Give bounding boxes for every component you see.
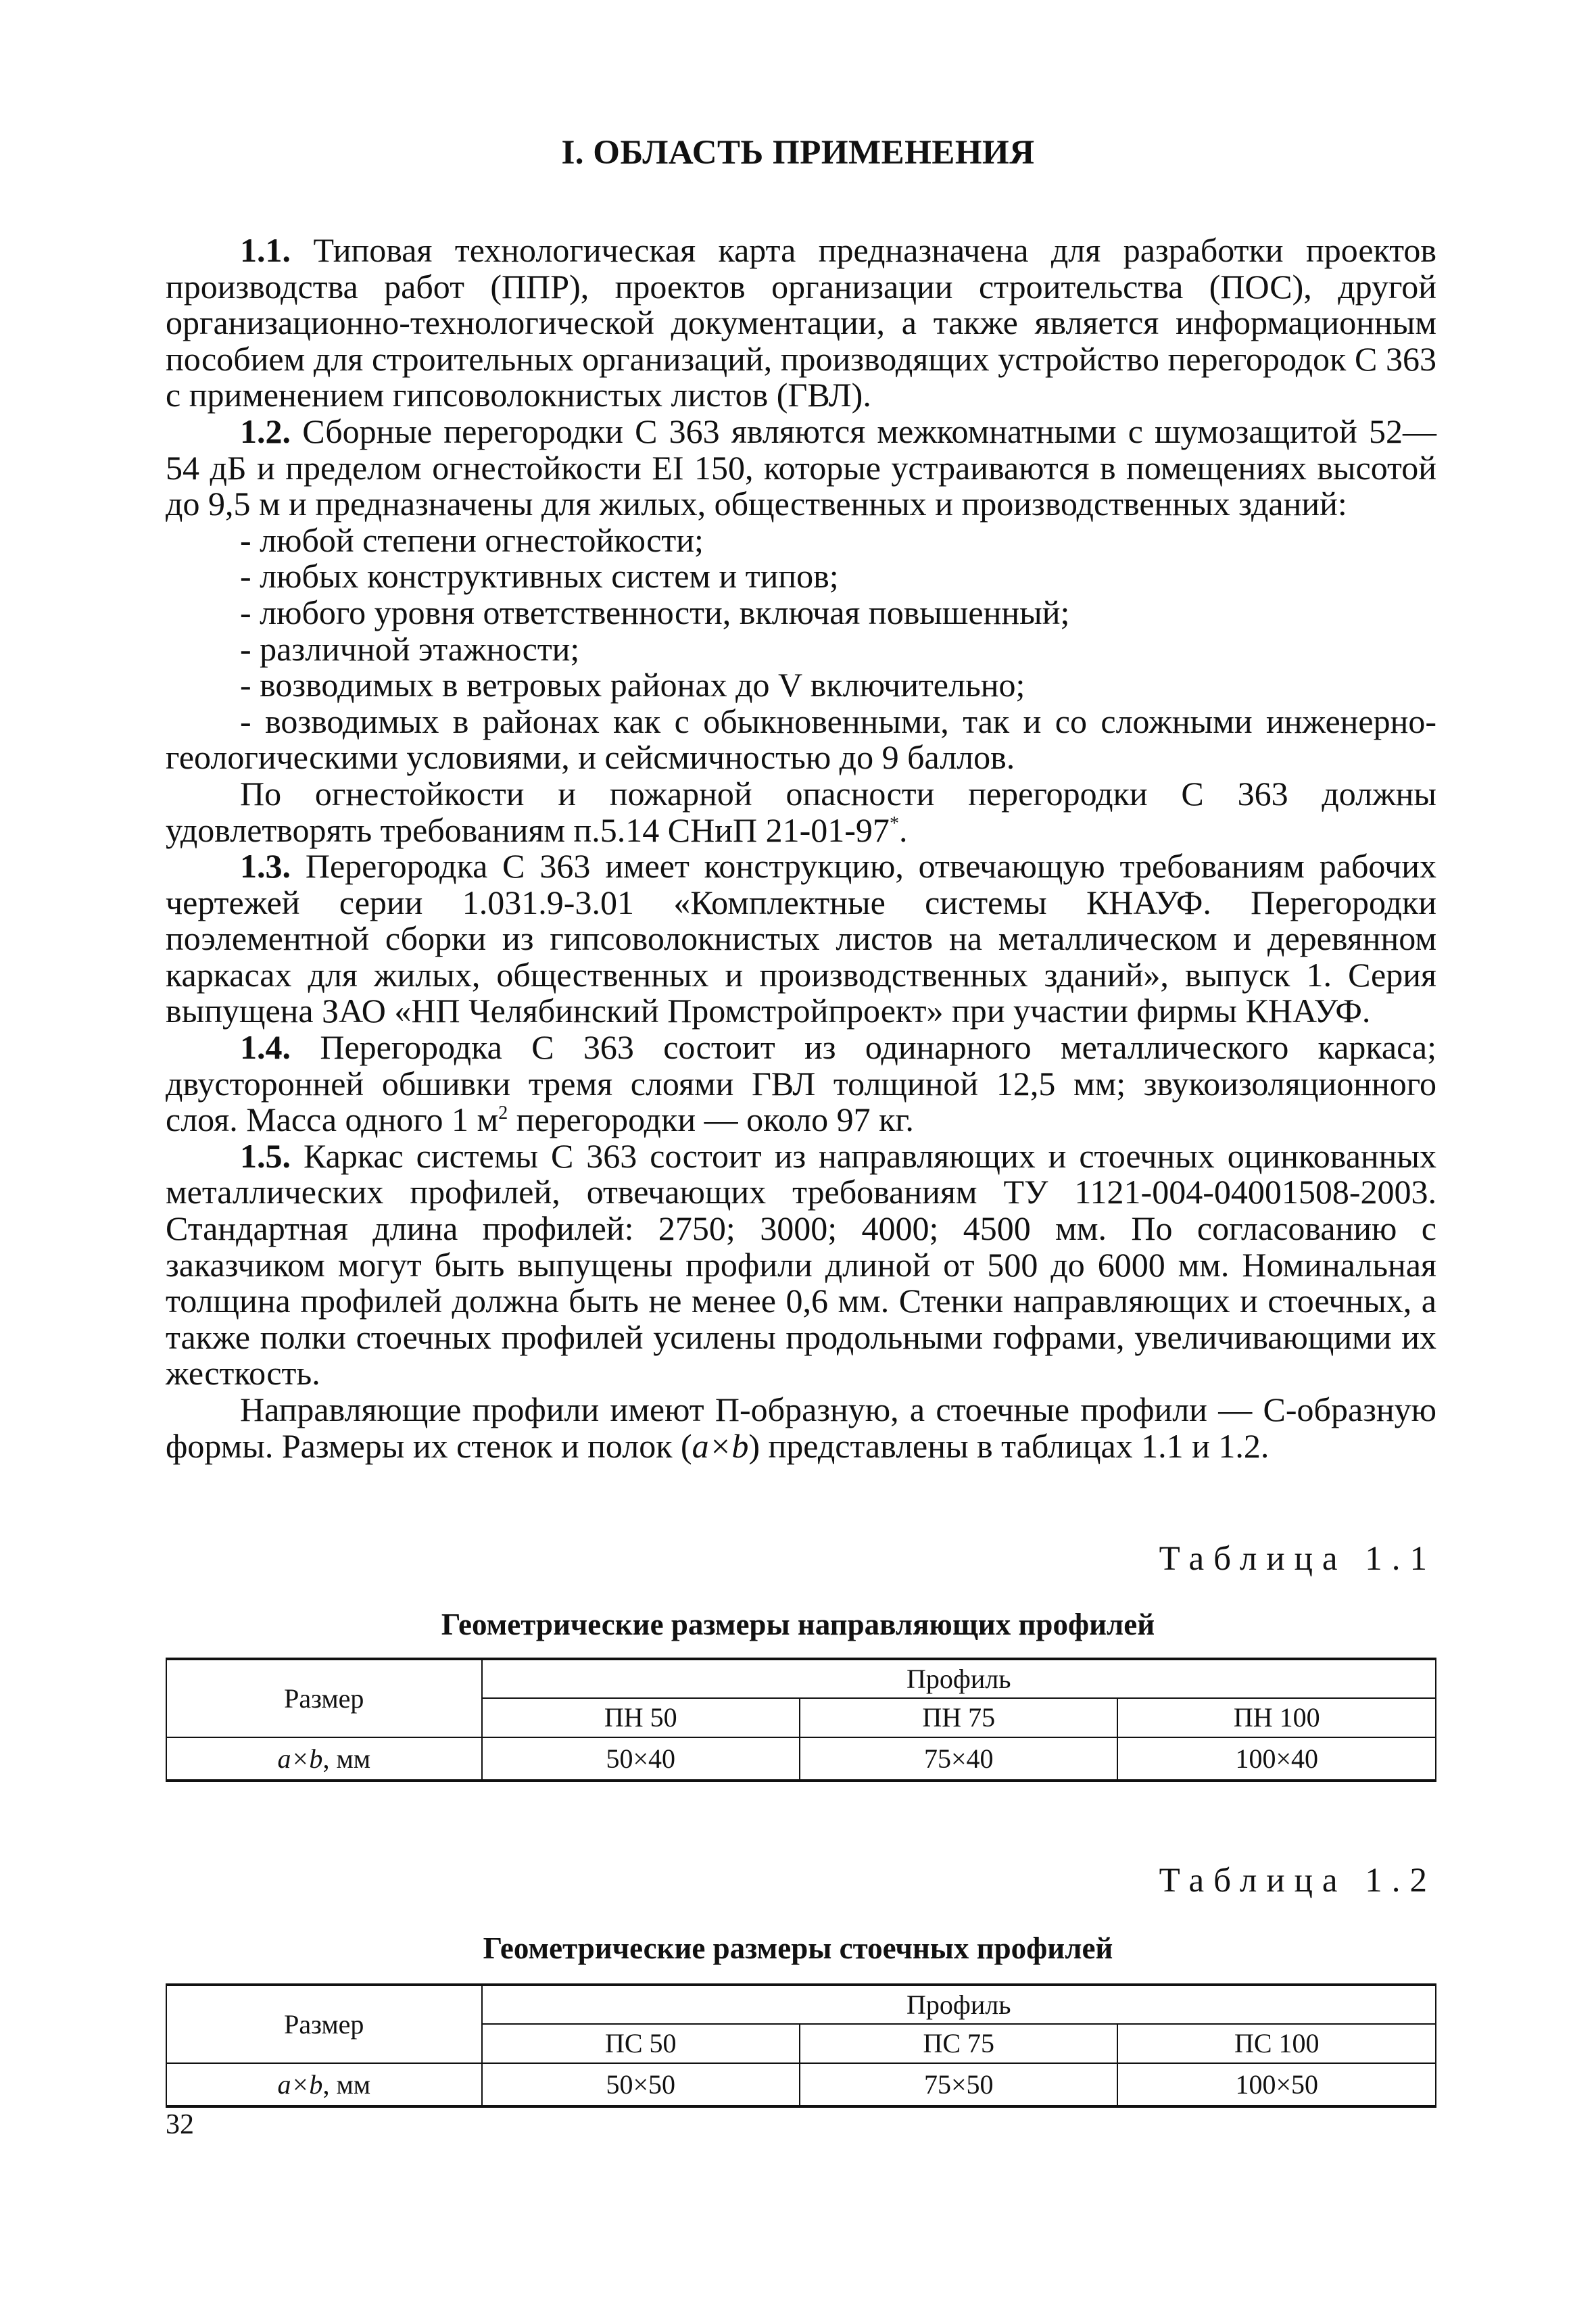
paragraph-text: Типовая технологическая карта предназначена для разработки проектов производства работ (ППР), проектов организации строительства (ПОС), другой организационно-технологической документации, а также является информационным пособием для строительных организаций, производящих устройство перегородок С 363 с применением гипсоволокнистых листов (ГВЛ). [166,231,1436,414]
list-item: - различной этажности; [240,629,580,668]
table-header-size: Размер [166,1985,482,2063]
paragraph-profiles [166,1392,1436,1464]
paragraph-text-end: перегородки — около 97 кг. [508,1101,914,1139]
unit-label: , мм [322,1743,371,1774]
axb-symbol: a×b [277,2069,323,2100]
table-cell: 75×40 [800,1737,1117,1781]
table-row-label [166,2063,482,2106]
table-1-label: Таблица 1.1 [1159,1540,1436,1578]
paragraph-number: 1.2. [240,412,291,450]
paragraph-number: 1.4. [240,1028,291,1067]
table-column-header: ПН 75 [800,1698,1117,1737]
paragraph-text: Каркас системы С 363 состоит из направляющих и стоечных оцинкованных металлических профилей, отвечающих требованиям ТУ 1121-004-04001508-2003. Стандартная длина профилей: 2750; 3000; 4000; 4500 мм. По согласованию с заказчиком могут быть выпущены профили длиной от 500 до 6000 мм. Номинальная толщина профилей должна быть не менее 0,6 мм. Стенки направляющих и стоечных, а также полки стоечных профилей усилены продольными гофрами, увеличивающими их жесткость. [166,1136,1436,1393]
list-item: - возводимых в районах как с обыкновенными, так и со сложными инженерно-геологическими условиями, и сейсмичностью до 9 баллов. [166,702,1436,777]
table-column-header: ПС 75 [800,2024,1117,2063]
axb-symbol: a×b [277,1743,323,1774]
axb-symbol: a×b [692,1426,749,1465]
paragraph-1-5 [166,1138,1436,1392]
table-column-header: ПС 100 [1117,2024,1436,2063]
list-item: - любой степени огнестойкости; [240,521,704,559]
table-cell: 75×50 [800,2063,1117,2106]
table-2-label: Таблица 1.2 [1159,1862,1436,1900]
body-text [166,233,1436,1464]
list-item: - любых конструктивных систем и типов; [240,557,839,596]
paragraph-text-end: ) представлены в таблицах 1.1 и 1.2. [748,1426,1269,1465]
table-cell: 100×50 [1117,2063,1436,2106]
table-column-header: ПН 50 [482,1698,800,1737]
table-cell: 50×40 [482,1737,800,1781]
paragraph-1-3 [166,848,1436,1030]
list-item: - любого уровня ответственности, включая повышенный; [240,593,1070,631]
superscript: 2 [498,1103,508,1124]
paragraph-fire-safety [166,776,1436,848]
table-cell: 50×50 [482,2063,800,2106]
table-1 [166,1658,1436,1782]
paragraph-1-1 [166,233,1436,414]
paragraph-number: 1.3. [240,847,291,886]
paragraph-end: . [898,811,908,849]
table-cell: 100×40 [1117,1737,1436,1781]
paragraph-number: 1.5. [240,1136,291,1175]
section-title: I. ОБЛАСТЬ ПРИМЕНЕНИЯ [561,134,1035,172]
paragraph-text: Сборные перегородки С 363 являются межкомнатными с шумозащитой 52—54 дБ и пределом огнестойкости EI 150, которые устраиваются в помещениях высотой до 9,5 м и предназначены для жилых, общественных и производственных зданий: [166,412,1436,523]
table-row [166,1737,1436,1781]
paragraph-number: 1.1. [240,231,291,269]
table-header-profile: Профиль [482,1985,1436,2024]
table-column-header: ПН 100 [1117,1698,1436,1737]
table-1-caption: Геометрические размеры направляющих профилей [441,1608,1155,1641]
paragraph-text: Направляющие профили имеют П-образную, а стоечные профили — С-образную формы. Размеры их стенок и полок ( [166,1391,1436,1465]
paragraph-text: Перегородка С 363 состоит из одинарного металлического каркаса; двусторонней обшивки тремя слоями ГВЛ толщиной 12,5 мм; звукоизоляционного слоя. Масса одного 1 м [166,1028,1437,1139]
table-2-caption: Геометрические размеры стоечных профилей [483,1931,1113,1965]
paragraph-1-4 [166,1030,1436,1138]
paragraph-text: Перегородка С 363 имеет конструкцию, отвечающую требованиям рабочих чертежей серии 1.031.9-3.01 «Комплектные системы КНАУФ. Перегородки поэлементной сборки из гипсоволокнистых листов на металлическом и деревянном каркасах для жилых, общественных и производственных зданий», выпуск 1. Серия выпущена ЗАО «НП Челябинский Промстройпроект» при участии фирмы КНАУФ. [166,847,1436,1030]
table-row-label [166,1737,482,1781]
table-2 [166,1983,1436,2108]
table-row [166,2063,1436,2106]
paragraph-1-2 [166,414,1436,523]
table-column-header: ПС 50 [482,2024,800,2063]
unit-label: , мм [322,2069,371,2100]
table-header-size: Размер [166,1659,482,1737]
table-header-profile: Профиль [482,1659,1436,1698]
footnote-mark: * [889,813,899,834]
paragraph-text: По огнестойкости и пожарной опасности перегородки С 363 должны удовлетворять требованиям п.5.14 СНиП 21-01-97 [166,774,1436,849]
page-number: 32 [166,2109,194,2140]
list-item: - возводимых в ветровых районах до V включительно; [240,666,1025,704]
